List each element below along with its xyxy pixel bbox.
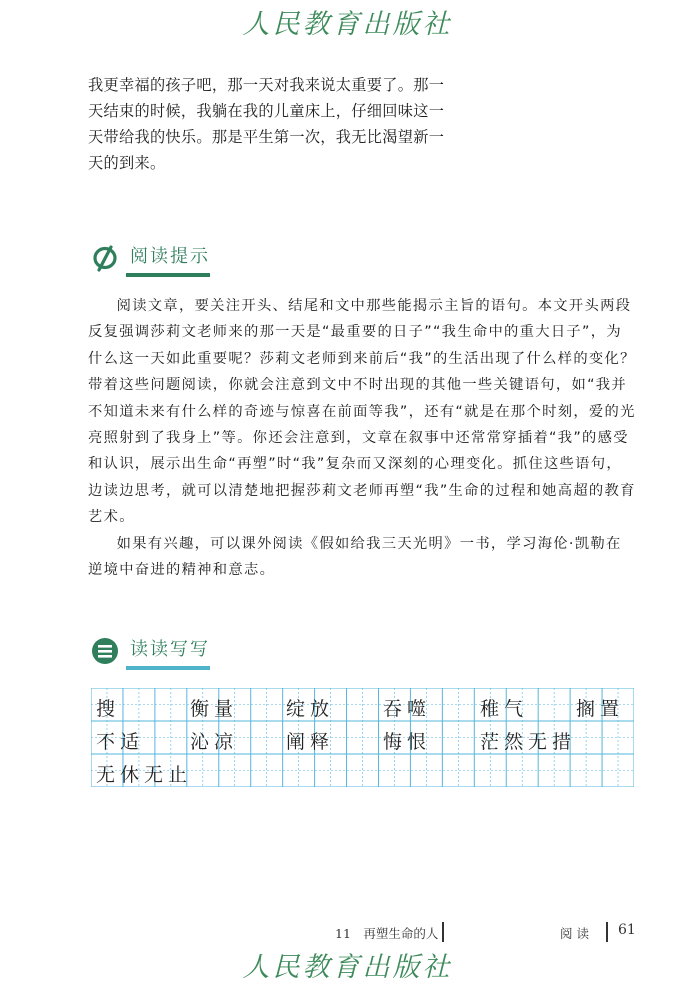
reading-tips-underline — [126, 273, 210, 277]
word-item: 无休无止 — [96, 764, 193, 786]
word-item: 茫然无措 — [480, 731, 577, 753]
word-grid — [91, 688, 634, 787]
word-item: 沁凉 — [190, 731, 239, 753]
reading-tips-icon — [90, 243, 120, 273]
reading-tips-title: 阅读提示 — [130, 246, 210, 267]
reading-tips-paragraph: 如果有兴趣，可以课外阅读《假如给我三天光明》一书，学习海伦·凯勒在逆境中奋进的精神和意志。 — [88, 535, 622, 579]
footer-divider — [442, 922, 444, 942]
word-item: 稚气 — [480, 698, 529, 720]
word-item: 搜 — [96, 698, 121, 720]
read-write-title: 读读写写 — [130, 639, 210, 660]
reading-tips-paragraph: 阅读文章，要关注开头、结尾和文中那些能揭示主旨的语句。本文开头两段反复强调莎莉文老师来的那一天是“最重要的日子”“我生命中的重大日子”，为什么这一天如此重要呢？莎莉文老师到来前后“我”的生活出现了什么样的变化？带着这些问题阅读，你就会注意到文中不时出现的其他一些关键语句，如“我并不知道未来有什么样的奇迹与惊喜在前面等我”，还有“就是在那个时刻，爱的光亮照射到了我身上”等。你还会注意到，文章在叙事中还常常穿插着“我”的感受和认识，展示出生命“再塑”时“我”复杂而又深刻的心理变化。抓住这些语句，边读边思考，就可以清楚地把握莎莉文老师再塑“我”生命的过程和她高超的教育艺术。 — [88, 298, 636, 526]
publisher-logo-top: 人民教育出版社 — [242, 9, 453, 40]
footer-divider — [606, 922, 608, 942]
page-number: 61 — [618, 922, 636, 938]
list-circle-icon — [90, 636, 120, 666]
body-text: 我更幸福的孩子吧，那一天对我来说太重要了。那一天结束的时候，我躺在我的儿童床上，仔细回味这一天带给我的快乐。那是平生第一次，我无比渴望新一天的到来。 — [88, 76, 445, 172]
publisher-logo-bottom: 人民教育出版社 — [242, 952, 453, 983]
reading-tips-body — [88, 293, 636, 583]
word-item: 绽放 — [286, 698, 335, 720]
word-item: 悔恨 — [383, 731, 432, 753]
word-item: 搁置 — [576, 698, 625, 720]
word-item: 阐释 — [286, 731, 335, 753]
word-item: 不适 — [96, 731, 145, 753]
footer-lesson: 11 再塑生命的人 — [335, 926, 439, 941]
word-item: 衡量 — [190, 698, 239, 720]
footer-section: 阅 读 — [560, 926, 589, 941]
read-write-underline — [126, 666, 210, 670]
word-item: 吞噬 — [383, 698, 432, 720]
